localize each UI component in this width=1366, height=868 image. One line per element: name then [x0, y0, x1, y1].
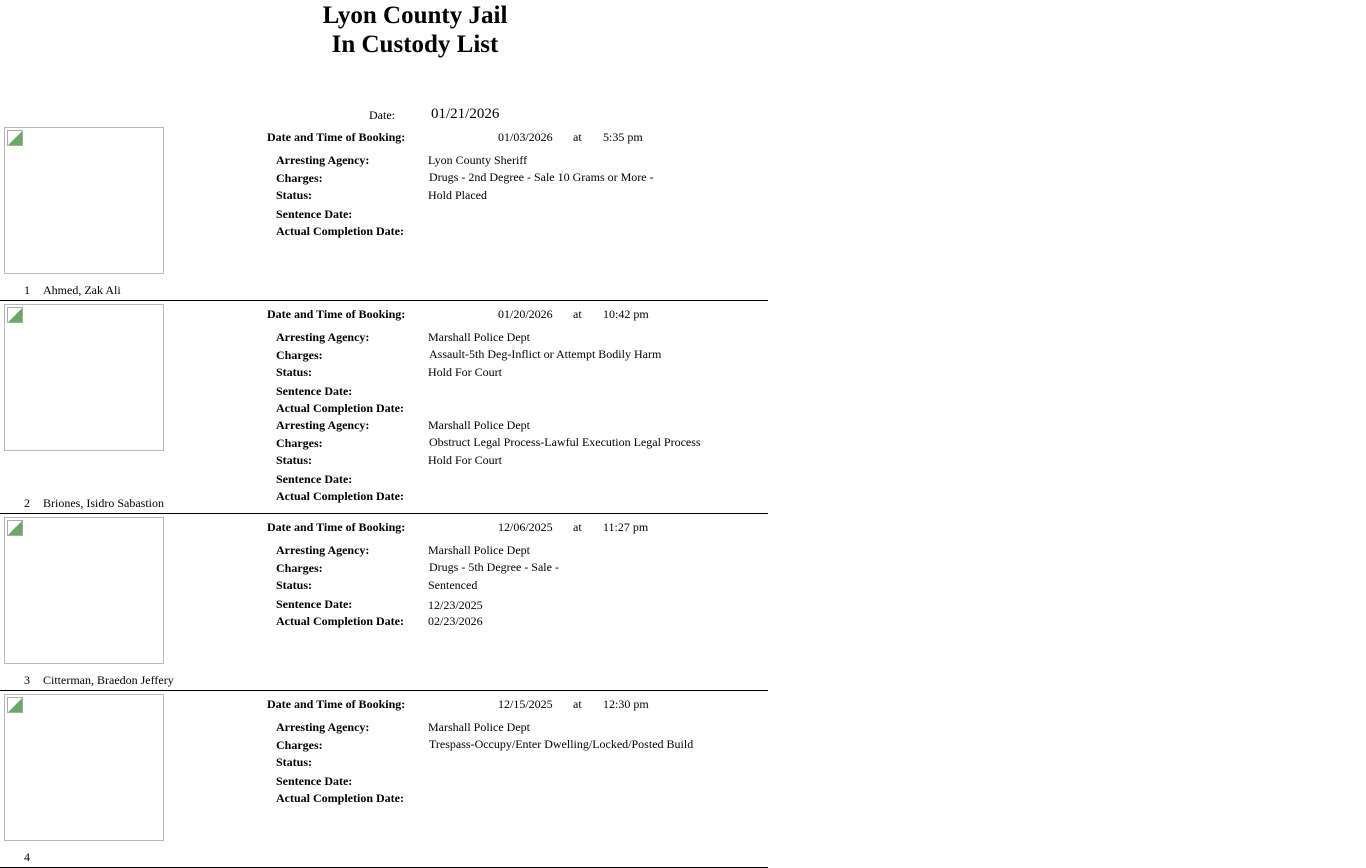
at-label: at — [573, 520, 582, 534]
status-label: Status: — [276, 188, 313, 202]
record-divider — [0, 300, 768, 301]
sentence-date-label: Sentence Date: — [276, 472, 353, 486]
booking-time: 11:27 pm — [603, 520, 649, 534]
inmate-photo — [4, 127, 164, 274]
completion-date-label: Actual Completion Date: — [276, 224, 404, 238]
inmate-name: Ahmed, Zak Ali — [43, 283, 121, 297]
status-label: Status: — [276, 755, 313, 769]
booking-label: Date and Time of Booking: — [267, 697, 406, 711]
at-label: at — [573, 697, 582, 711]
charge-value: Trespass-Occupy/Enter Dwelling/Locked/Posted Build — [429, 737, 694, 751]
status-label: Status: — [276, 453, 313, 467]
booking-label: Date and Time of Booking: — [267, 130, 406, 144]
status-label: Status: — [276, 365, 313, 379]
date-value: 01/21/2026 — [431, 106, 500, 122]
inmate-photo — [4, 517, 164, 664]
booking-date: 12/15/2025 — [498, 697, 553, 711]
completion-date-value: 02/23/2026 — [428, 614, 483, 628]
sentence-date-label: Sentence Date: — [276, 774, 353, 788]
charge-value: Obstruct Legal Process-Lawful Execution Legal Process — [429, 435, 701, 449]
agency-label: Arresting Agency: — [276, 418, 370, 432]
inmate-name: Citterman, Braedon Jeffery — [43, 673, 174, 687]
page-subtitle: In Custody List — [331, 31, 499, 58]
inmate-photo — [4, 304, 164, 451]
inmate-name: Briones, Isidro Sabastion — [43, 496, 164, 510]
agency-value: Marshall Police Dept — [428, 720, 530, 734]
record-number: 3 — [24, 673, 30, 687]
record-divider — [0, 690, 768, 691]
completion-date-label: Actual Completion Date: — [276, 614, 404, 628]
at-label: at — [573, 130, 582, 144]
booking-label: Date and Time of Booking: — [267, 520, 406, 534]
completion-date-label: Actual Completion Date: — [276, 489, 404, 503]
agency-value: Marshall Police Dept — [428, 543, 530, 557]
charge-value: Drugs - 2nd Degree - Sale 10 Grams or More - — [429, 170, 654, 184]
broken-image-icon — [7, 307, 23, 323]
agency-label: Arresting Agency: — [276, 153, 370, 167]
charges-label: Charges: — [276, 348, 323, 362]
page-title: Lyon County Jail — [322, 2, 508, 29]
status-value: Hold Placed — [428, 188, 487, 202]
agency-label: Arresting Agency: — [276, 720, 370, 734]
completion-date-label: Actual Completion Date: — [276, 401, 404, 415]
status-value: Sentenced — [428, 578, 478, 592]
charges-label: Charges: — [276, 738, 323, 752]
status-value: Hold For Court — [428, 453, 503, 467]
date-label: Date: — [369, 108, 395, 122]
completion-date-label: Actual Completion Date: — [276, 791, 404, 805]
charge-value: Drugs - 5th Degree - Sale - — [429, 560, 559, 574]
sentence-date-label: Sentence Date: — [276, 597, 353, 611]
record-divider — [0, 513, 768, 514]
broken-image-icon — [7, 130, 23, 146]
at-label: at — [573, 307, 582, 321]
record-number: 2 — [24, 496, 30, 510]
charges-label: Charges: — [276, 561, 323, 575]
agency-value: Lyon County Sheriff — [428, 153, 528, 167]
agency-label: Arresting Agency: — [276, 330, 370, 344]
sentence-date-label: Sentence Date: — [276, 384, 353, 398]
sentence-date-value: 12/23/2025 — [428, 598, 483, 612]
charges-label: Charges: — [276, 436, 323, 450]
sentence-date-label: Sentence Date: — [276, 207, 353, 221]
agency-value: Marshall Police Dept — [428, 330, 530, 344]
booking-time: 5:35 pm — [603, 130, 643, 144]
booking-date: 01/20/2026 — [498, 307, 553, 321]
booking-label: Date and Time of Booking: — [267, 307, 406, 321]
status-label: Status: — [276, 578, 313, 592]
status-value: Hold For Court — [428, 365, 503, 379]
agency-value: Marshall Police Dept — [428, 418, 530, 432]
charge-value: Assault-5th Deg-Inflict or Attempt Bodily Harm — [429, 347, 662, 361]
booking-date: 01/03/2026 — [498, 130, 553, 144]
booking-time: 10:42 pm — [603, 307, 649, 321]
booking-date: 12/06/2025 — [498, 520, 553, 534]
booking-time: 12:30 pm — [603, 697, 649, 711]
record-number: 1 — [24, 283, 30, 297]
agency-label: Arresting Agency: — [276, 543, 370, 557]
record-number: 4 — [24, 850, 30, 864]
broken-image-icon — [7, 697, 23, 713]
broken-image-icon — [7, 520, 23, 536]
charges-label: Charges: — [276, 171, 323, 185]
